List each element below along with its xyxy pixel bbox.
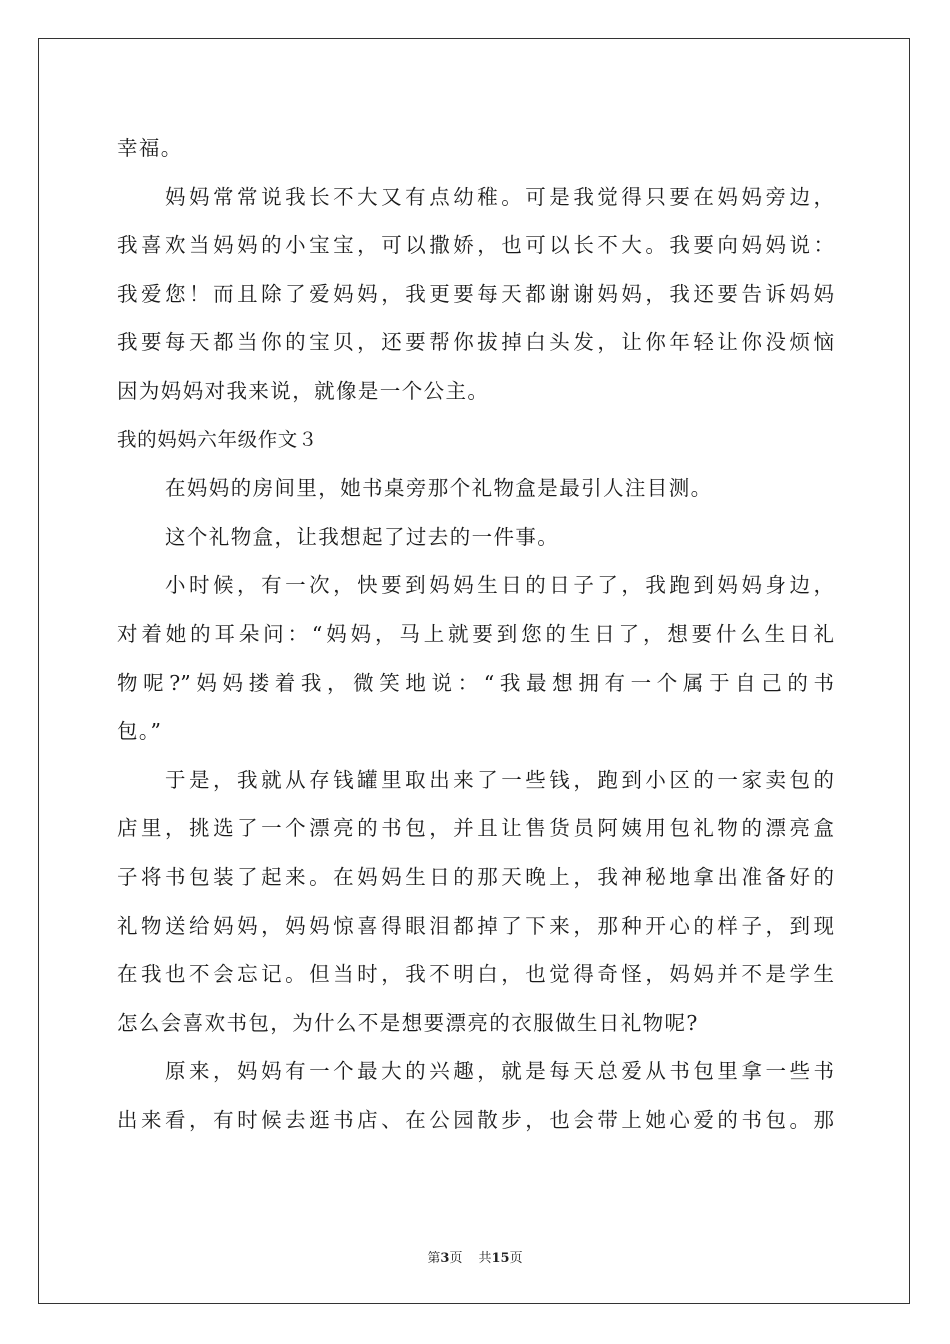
total-pages-number: 15 [491, 1251, 510, 1266]
text-line-8: 在妈妈的房间里，她书桌旁那个礼物盒是最引人注目测。 [165, 476, 713, 501]
page-footer [0, 1247, 950, 1266]
text-line-15: 店里，挑选了一个漂亮的书包，并且让售货员阿姨用包礼物的漂亮盒 [117, 816, 834, 841]
text-line-10: 小时候，有一次，快要到妈妈生日的日子了，我跑到妈妈身边， [165, 573, 834, 598]
text-line-16: 子将书包装了起来。在妈妈生日的那天晚上，我神秘地拿出准备好的 [117, 864, 834, 889]
text-line-19: 怎么会喜欢书包，为什么不是想要漂亮的衣服做生日礼物呢? [117, 1010, 699, 1035]
text-line-1: 幸福。 [117, 136, 183, 160]
text-line-5: 我要每天都当你的宝贝，还要帮你拔掉白头发，让你年轻让你没烦恼 [117, 330, 834, 355]
footer-total-suffix: 页 [509, 1251, 523, 1266]
footer-prefix: 第 [427, 1251, 441, 1266]
text-line-2: 妈妈常常说我长不大又有点幼稚。可是我觉得只要在妈妈旁边， [165, 184, 834, 209]
document-body [117, 124, 834, 1144]
text-line-12: 物呢?”妈妈搂着我，微笑地说：“我最想拥有一个属于自己的书 [117, 670, 834, 695]
text-line-18: 在我也不会忘记。但当时，我不明白，也觉得奇怪，妈妈并不是学生 [117, 962, 834, 987]
footer-page-suffix: 页 [449, 1251, 463, 1266]
text-line-14: 于是，我就从存钱罐里取出来了一些钱，跑到小区的一家卖包的 [165, 767, 834, 792]
text-line-17: 礼物送给妈妈，妈妈惊喜得眼泪都掉了下来，那种开心的样子，到现 [117, 913, 834, 938]
text-line-4: 我爱您！而且除了爱妈妈，我更要每天都谢谢妈妈，我还要告诉妈妈 [117, 281, 834, 306]
section-heading: 我的妈妈六年级作文３ [117, 427, 319, 451]
footer-total-prefix: 共 [478, 1251, 492, 1266]
text-line-11: 对着她的耳朵问：“妈妈，马上就要到您的生日了，想要什么生日礼 [117, 621, 834, 646]
text-line-6: 因为妈妈对我来说，就像是一个公主。 [117, 378, 490, 403]
text-line-21: 出来看，有时候去逛书店、在公园散步，也会带上她心爱的书包。那 [117, 1107, 834, 1132]
text-line-13: 包。” [117, 719, 163, 744]
text-line-3: 我喜欢当妈妈的小宝宝，可以撒娇，也可以长不大。我要向妈妈说： [117, 233, 834, 258]
text-line-9: 这个礼物盒，让我想起了过去的一件事。 [165, 524, 560, 549]
current-page-number: 3 [440, 1251, 450, 1266]
text-line-20: 原来，妈妈有一个最大的兴趣，就是每天总爱从书包里拿一些书 [165, 1059, 834, 1084]
